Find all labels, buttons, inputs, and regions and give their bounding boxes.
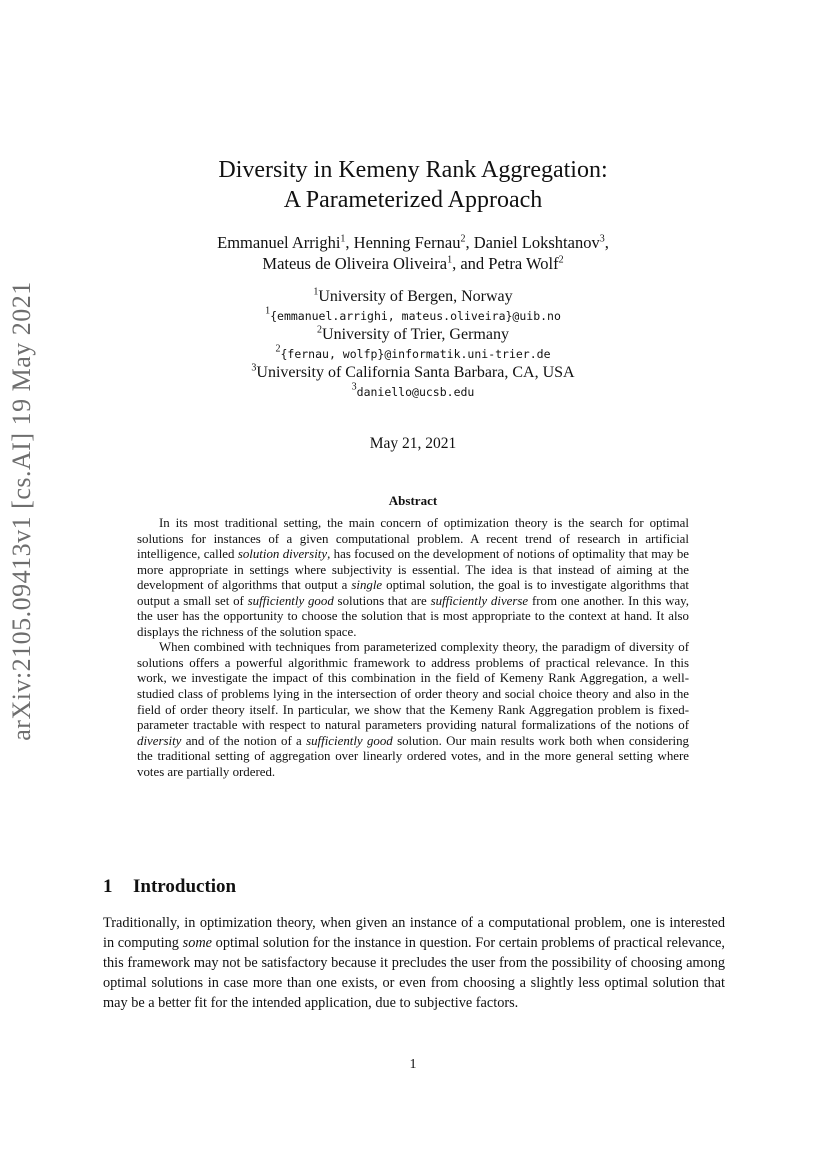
text-run: In its most traditional setting, the main concern of optimization theory is the search for optimal solutions for instances of a given computational problem. A recent trend of research in artificial intelligence, called: [137, 516, 689, 562]
affiliation-text: University of California Santa Barbara, CA, USA: [256, 364, 575, 381]
arxiv-identifier: arXiv:2105.09413v1 [cs.AI] 19 May 2021: [7, 281, 36, 741]
affiliation-line: [120, 363, 706, 382]
affiliation-mark: 2: [275, 343, 281, 355]
emphasis: solution diversity: [237, 547, 328, 562]
author-name: Daniel Lokshtanov: [473, 233, 600, 252]
affiliation-line: [120, 287, 706, 306]
email-line: [120, 382, 706, 401]
authors-line-2: [120, 253, 706, 274]
affiliation-text: University of Bergen, Norway: [318, 288, 513, 305]
abstract-paragraph-2: [137, 640, 689, 780]
emphasis: sufficiently good: [247, 593, 334, 608]
author-name: Petra Wolf: [488, 254, 559, 273]
paper-title: [120, 155, 706, 215]
page-number: 1: [409, 1057, 417, 1072]
author-name: Henning Fernau: [353, 233, 461, 252]
author-affiliation-mark: 3: [599, 233, 605, 245]
section-number: 1: [103, 876, 113, 897]
text-run: solutions that are: [333, 593, 431, 608]
author-name: Mateus de Oliveira Oliveira: [262, 254, 448, 273]
email-text: {fernau, wolfp}@informatik.uni-trier.de: [280, 347, 551, 361]
text-run: optimal solution for the instance in question. For certain problems of practical relevance, this framework may not be satisfactory because it precludes the user from the possibility of choosing among optimal solutions in case more than one exists, or even from choosing a slightly less optimal solution that may be a better fit for the intended application, due to subjective factors.: [103, 935, 726, 1011]
affiliation-mark: 2: [317, 324, 323, 336]
emphasis: diversity: [137, 733, 182, 748]
email-line: [120, 344, 706, 363]
section-title: Introduction: [133, 876, 237, 897]
author-affiliation-mark: 2: [460, 233, 466, 245]
paper-date: May 21, 2021: [369, 435, 457, 452]
affiliation-mark: 3: [351, 381, 357, 393]
affiliation-text: University of Trier, Germany: [322, 326, 509, 343]
author-separator: , and: [452, 254, 489, 273]
author-affiliation-mark: 2: [558, 254, 564, 266]
intro-paragraph-1: [103, 913, 725, 1013]
text-run: solution. Our main results work both when considering the traditional setting of aggregation over linearly ordered votes, and in the more general setting where votes are partially ordered.: [137, 733, 689, 779]
abstract-heading: Abstract: [388, 493, 438, 508]
author-affiliation-mark: 1: [340, 233, 346, 245]
author-name: Emmanuel Arrighi: [217, 233, 341, 252]
emphasis: single: [351, 578, 383, 593]
title-line-1: Diversity in Kemeny Rank Aggregation:: [218, 157, 608, 183]
text-run: and of the notion of a: [181, 733, 307, 748]
section-heading-introduction: [103, 876, 236, 898]
introduction-body: [103, 913, 725, 1013]
email-text: daniello@ucsb.edu: [356, 385, 475, 399]
affiliation-line: [120, 325, 706, 344]
abstract-body: [137, 516, 689, 780]
author-list: [120, 232, 706, 274]
text-run: from one another. In this way, the user has the opportunity to choose the solution that is most appropriate to the context at hand. It also displays the richness of the solution space.: [137, 593, 689, 639]
emphasis: some: [182, 935, 213, 951]
affiliation-mark: 1: [265, 305, 271, 317]
authors-line-1: Emmanuel Arrighi$^1$, Henning Fernau$^2$, Daniel Lokshtanov$^3$,: [217, 233, 609, 252]
text-run: optimal solution, the goal is to investigate algorithms that output a small set of: [137, 578, 689, 608]
email-line: [120, 306, 706, 325]
affiliation-mark: 1: [313, 286, 319, 298]
author-affiliation-mark: 1: [447, 254, 453, 266]
title-line-2: A Parameterized Approach: [283, 187, 543, 213]
emphasis: sufficiently good: [306, 733, 393, 748]
text-run: When combined with techniques from parameterized complexity theory, the paradigm of diversity of solutions offers a powerful algorithmic framework to address problems of practical relevance. In this work, we investigate the impact of this combination in the field of Kemeny Rank Aggregation, a well-studied class of problems lying in the intersection of order theory and social choice theory and also in the field of order theory itself. In particular, we show that the Kemeny Rank Aggregation problem is fixed-parameter tractable with respect to natural parameters providing natural formalizations of the notions of: [137, 640, 689, 733]
abstract-paragraph-1: [137, 516, 689, 640]
affiliation-mark: 3: [251, 362, 257, 374]
affiliations: [120, 287, 706, 401]
emphasis: sufficiently diverse: [430, 593, 529, 608]
arxiv-sidebar-stamp: [2, 281, 42, 741]
email-text: {emmanuel.arrighi, mateus.oliveira}@uib.no: [270, 309, 561, 323]
text-run: , has focused on the development of notions of optimality that may be more appropriate in settings where subjectivity is essential. The idea is that instead of aiming at the development of algorithms that output a: [137, 547, 689, 593]
text-run: Traditionally, in optimization theory, when given an instance of a computational problem, one is interested in computing: [103, 915, 725, 951]
